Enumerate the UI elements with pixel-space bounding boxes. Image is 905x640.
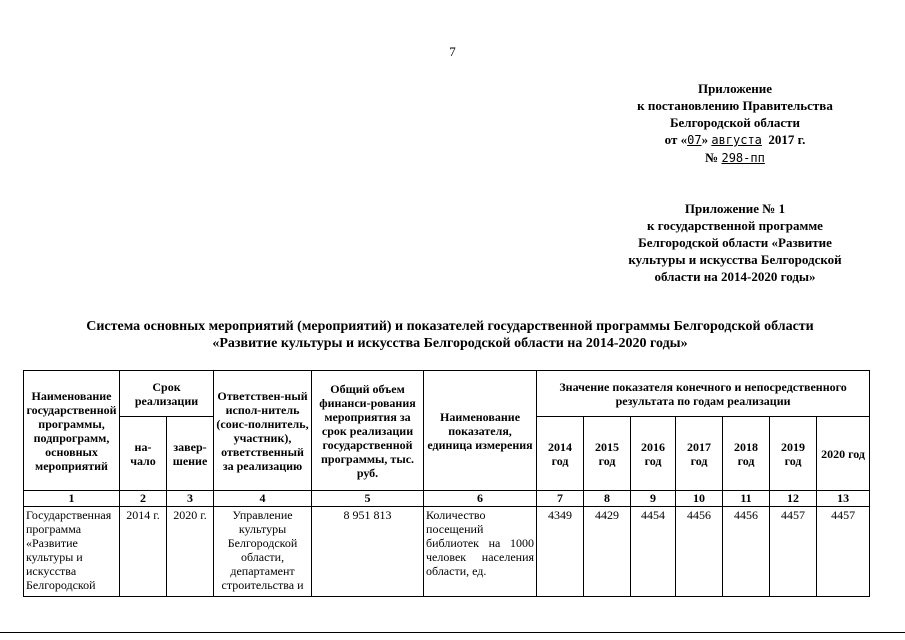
column-number: 1: [24, 491, 120, 507]
program-appendix-line-5: области на 2014-2020 годы»: [654, 269, 816, 284]
row-financing: 8 951 813: [312, 507, 424, 597]
row-start: 2014 г.: [120, 507, 167, 597]
row-end: 2020 г.: [167, 507, 214, 597]
column-number: 13: [817, 491, 870, 507]
row-value-2019: 4457: [770, 507, 817, 597]
row-value-2016: 4454: [631, 507, 676, 597]
header-year-2015: 2015 год: [584, 417, 631, 491]
row-indicator: Количество посещений библиотек на 1000 человек населения области, ед.: [424, 507, 537, 597]
column-number: 5: [312, 491, 424, 507]
date-year: 2017 г.: [768, 132, 806, 147]
document-title-line-1: Система основных мероприятий (мероприятий) и показателей государственной программы Белгородской области: [86, 319, 814, 334]
column-number: 3: [167, 491, 214, 507]
resolution-number: 298-пп: [721, 151, 765, 165]
program-appendix-line-3: Белгородской области «Развитие: [638, 235, 832, 250]
column-number-row: [24, 491, 870, 507]
page-number: 7: [449, 44, 456, 59]
column-number: 9: [631, 491, 676, 507]
date-mid: »: [701, 132, 712, 147]
column-number: 4: [214, 491, 312, 507]
document-title: [40, 318, 860, 352]
column-number: 2: [120, 491, 167, 507]
header-start: на-чало: [120, 417, 167, 491]
header-end: завер-шение: [167, 417, 214, 491]
header-responsible: Ответствен-ный испол-нитель (соис-полнитель, участник), ответственный за реализацию: [214, 371, 312, 491]
column-number: 10: [676, 491, 723, 507]
header-term: Срок реализации: [120, 371, 214, 417]
header-values-group: Значение показателя конечного и непосредственного результата по годам реализации: [537, 371, 870, 417]
document-title-line-2: «Развитие культуры и искусства Белгородской области на 2014-2020 годы»: [212, 336, 688, 351]
date-month: августа: [711, 133, 762, 147]
number-prefix: №: [705, 150, 722, 165]
appendix-region-line: Белгородской области: [669, 115, 801, 130]
program-appendix-label: Приложение № 1: [684, 201, 786, 216]
row-responsible: Управление культуры Белгородской области, департамент строительства и: [214, 507, 312, 597]
appendix-date-line: [560, 131, 905, 149]
date-prefix: от «: [664, 132, 688, 147]
page-bottom-rule: [0, 632, 905, 633]
table-row: [24, 507, 870, 597]
row-value-2020: 4457: [817, 507, 870, 597]
resolution-appendix-block: [560, 80, 905, 167]
column-number: 11: [723, 491, 770, 507]
row-program-name: Государственная программа «Развитие культуры и искусства Белгородской: [24, 507, 120, 597]
date-day: 07: [687, 133, 702, 147]
header-year-2020: 2020 год: [817, 417, 870, 491]
column-number: 6: [424, 491, 537, 507]
row-value-2017: 4456: [676, 507, 723, 597]
appendix-label: Приложение: [697, 81, 773, 96]
header-indicator: Наименование показателя, единица измерения: [424, 371, 537, 491]
row-value-2018: 4456: [723, 507, 770, 597]
row-value-2014: 4349: [537, 507, 584, 597]
header-year-2018: 2018 год: [723, 417, 770, 491]
measures-table: [23, 370, 870, 597]
program-appendix-line-4: культуры и искусства Белгородской: [628, 252, 842, 267]
row-value-2015: 4429: [584, 507, 631, 597]
header-financing: Общий объем финанси-рования мероприятия за срок реализации государственной программы, тыс. руб.: [312, 371, 424, 491]
program-appendix-block: [560, 200, 905, 285]
header-year-2016: 2016 год: [631, 417, 676, 491]
header-name: Наименование государственной программы, подпрограмм, основных мероприятий: [24, 371, 120, 491]
header-year-2017: 2017 год: [676, 417, 723, 491]
appendix-resolution-line: к постановлению Правительства: [637, 98, 833, 113]
column-number: 7: [537, 491, 584, 507]
appendix-number-line: [560, 149, 905, 167]
column-number: 8: [584, 491, 631, 507]
program-appendix-line-2: к государственной программе: [647, 218, 823, 233]
header-year-2019: 2019 год: [770, 417, 817, 491]
column-number: 12: [770, 491, 817, 507]
header-year-2014: 2014 год: [537, 417, 584, 491]
